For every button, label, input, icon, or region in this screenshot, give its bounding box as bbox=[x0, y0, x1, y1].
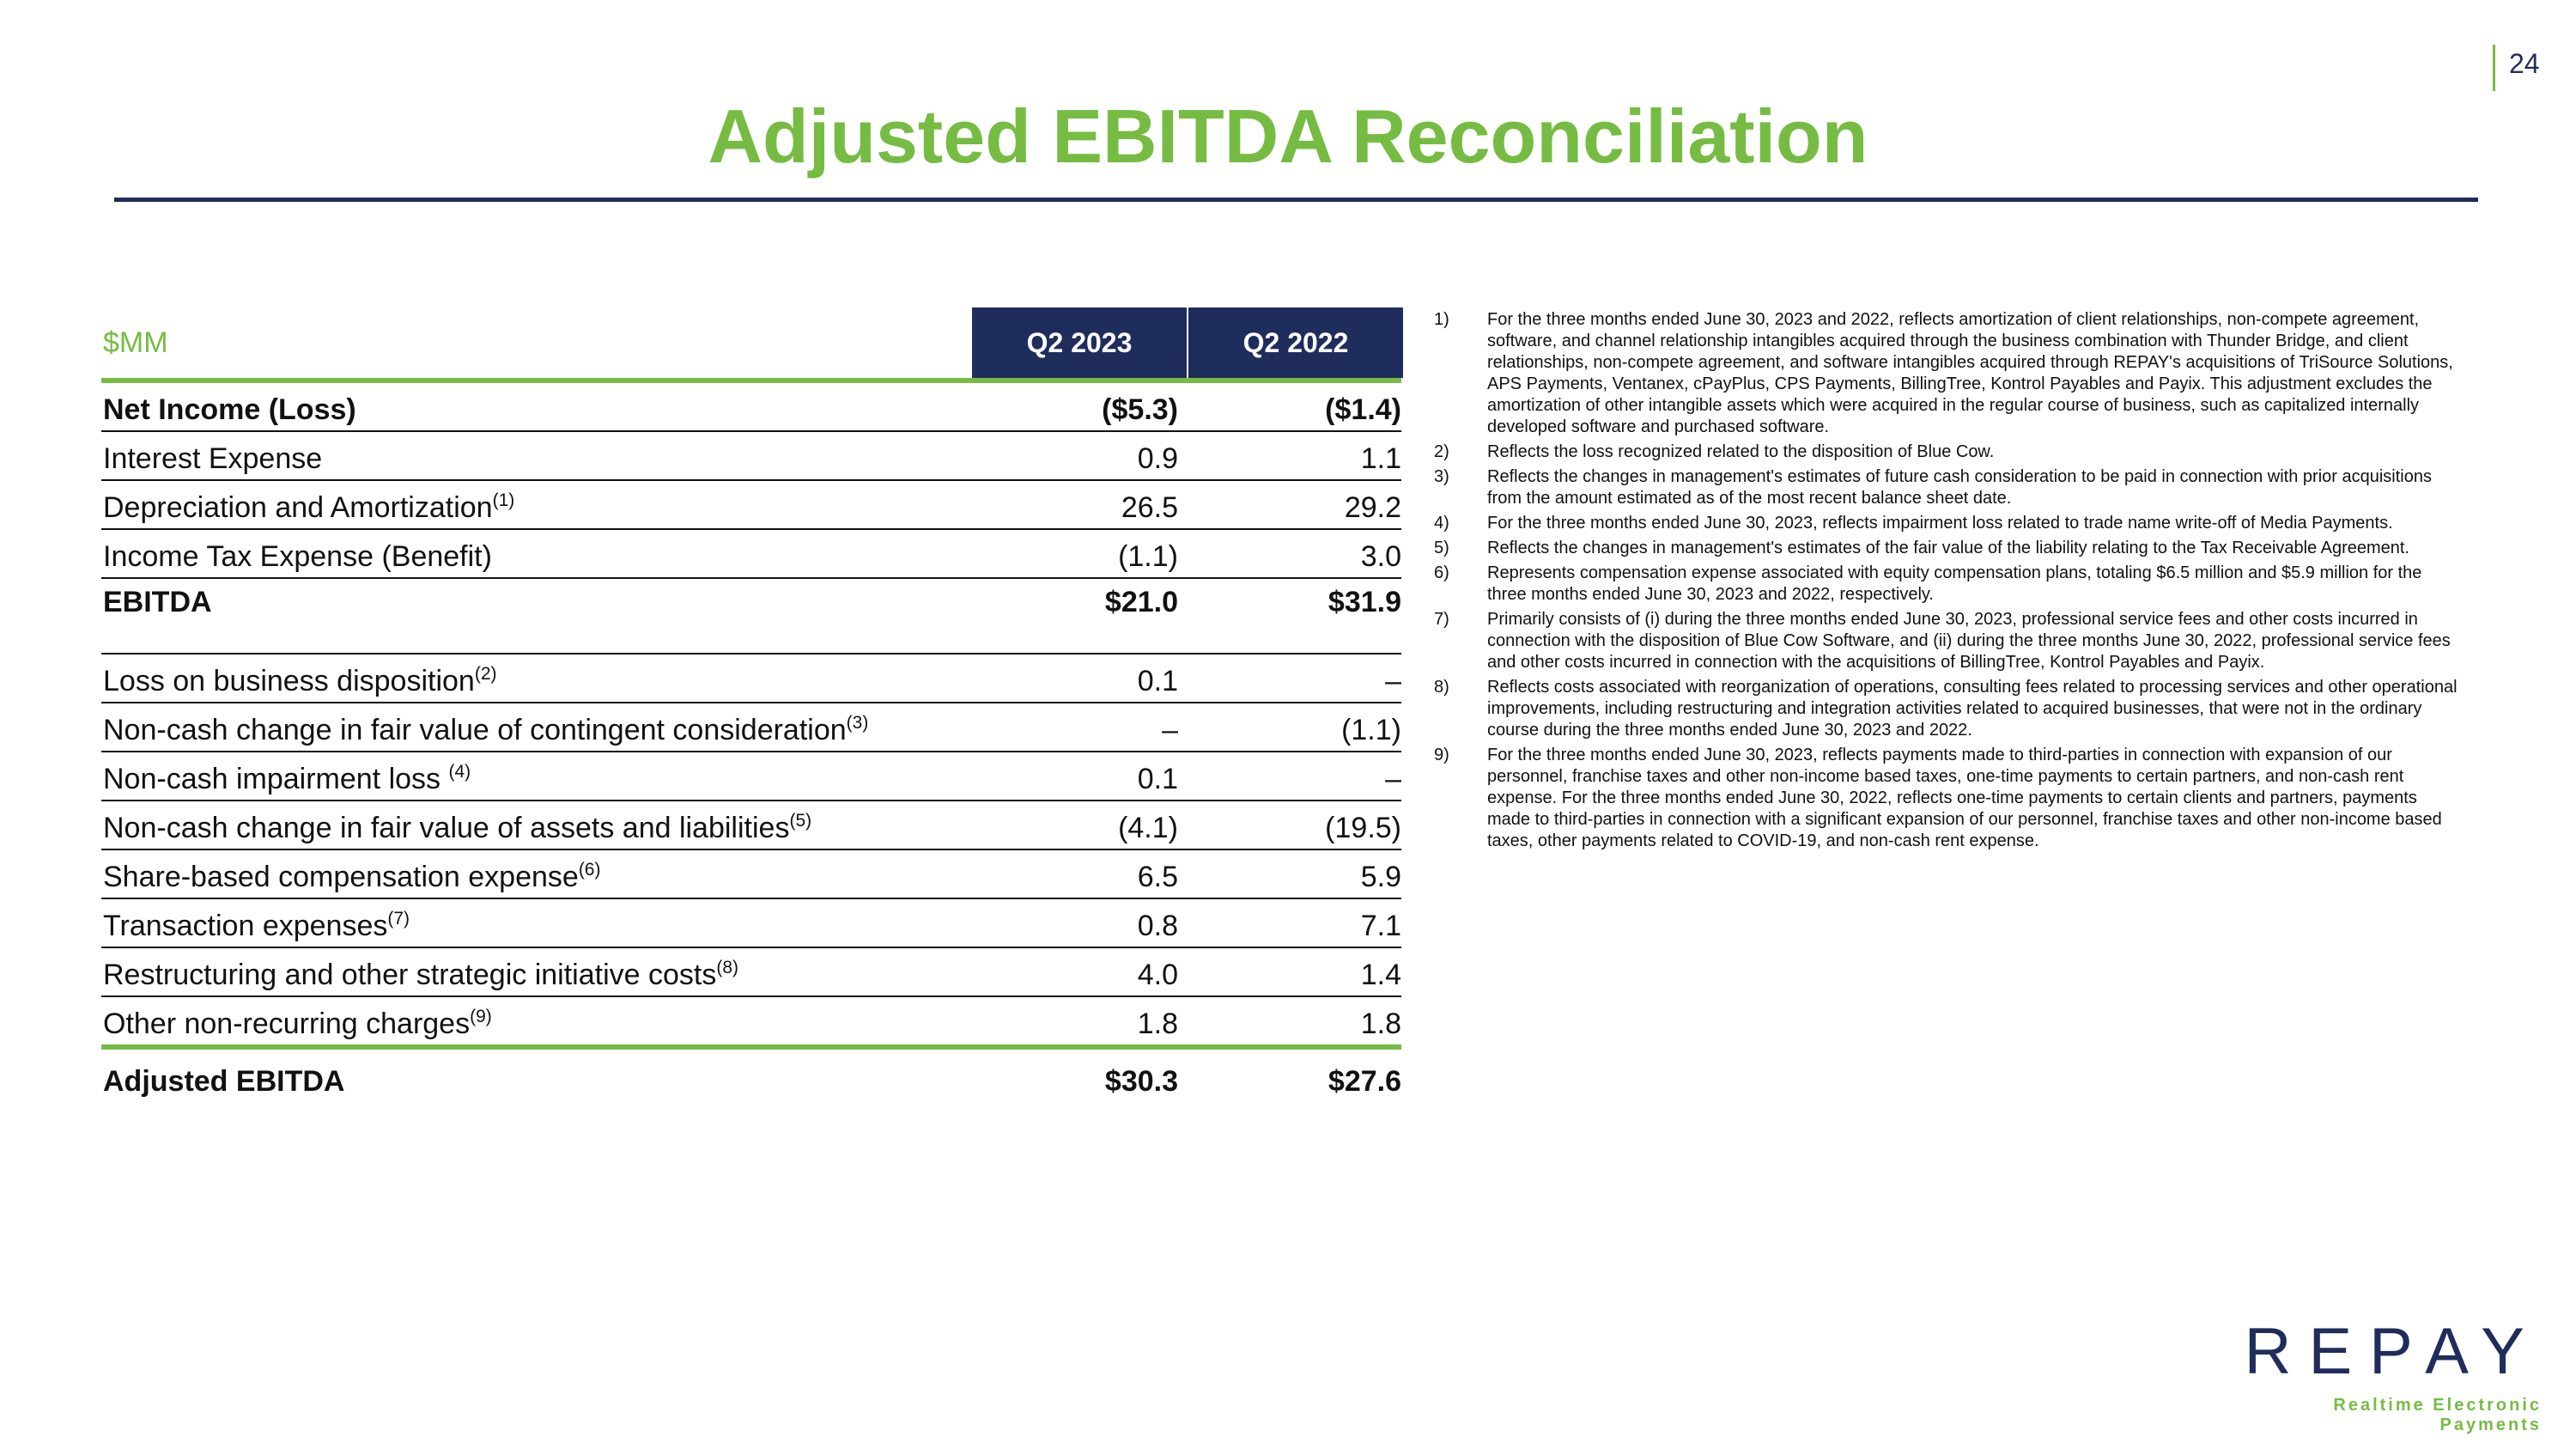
cell-q2-2023: 26.5 bbox=[1121, 491, 1178, 524]
footnote-text: Primarily consists of (i) during the three months ended June 30, 2023, professional service fees and other costs incurred in connection with the disposition of Blue Cow Software, and (ii) during the three months June 30, 2022, professional service fees and other costs incurred in connection with the acquisitions of BillingTree, Kontrol Payables and Payix. bbox=[1487, 610, 2451, 672]
cell-q2-2023: ($5.3) bbox=[1102, 393, 1178, 426]
footnote-ref: (8) bbox=[716, 958, 739, 977]
table-row bbox=[101, 801, 1401, 850]
total-q2-2022: $27.6 bbox=[1327, 1065, 1401, 1098]
footnote-number: 3) bbox=[1434, 467, 1449, 486]
page-number: 24 bbox=[2509, 48, 2540, 79]
footnote-ref: (2) bbox=[474, 664, 497, 684]
cell-q2-2022: 5.9 bbox=[1360, 861, 1401, 893]
row-label: Non-cash change in fair value of assets and liabilities$^{(5)}$ bbox=[103, 811, 812, 844]
cell-q2-2023: 0.8 bbox=[1137, 910, 1178, 942]
logo-tagline: Realtime Electronic Payments bbox=[2333, 1396, 2542, 1434]
footnote-ref: (9) bbox=[470, 1007, 492, 1026]
row-label: Income Tax Expense (Benefit) bbox=[103, 540, 492, 573]
cell-q2-2023: 0.1 bbox=[1137, 763, 1178, 795]
page-title: Adjusted EBITDA Reconciliation bbox=[708, 94, 1868, 179]
table-row bbox=[101, 432, 1401, 481]
row-label: Restructuring and other strategic initiative costs$^{(8)}$ bbox=[103, 958, 739, 991]
footnote-text: Reflects the changes in management's estimates of the fair value of the liability relating to the Tax Receivable Agreement. bbox=[1487, 539, 2410, 557]
footnote-ref: (7) bbox=[387, 909, 410, 928]
footnote-number: 1) bbox=[1434, 310, 1449, 329]
footnote-number: 2) bbox=[1434, 442, 1449, 461]
footnote-text: Represents compensation expense associated with equity compensation plans, totaling $6.5 million and $5.9 million for the three months ended June 30, 2023 and 2022, respectively. bbox=[1487, 563, 2422, 604]
footnote-text: For the three months ended June 30, 2023 and 2022, reflects amortization of client relationships, non-compete agreement, software, and channel relationship intangibles acquired through the business combination with Thunder Bridge, and client relationships, non-compete agreement, and software intangibles acquired through REPAY's acquisitions of TriSource Solutions, APS Payments, Ventanex, cPayPlus, CPS Payments, BillingTree, Kontrol Payables and Payix. This adjustment excludes the amortization of other intangible assets which were acquired in the regular course of business, such as capitalized internally developed software and purchased software. bbox=[1487, 310, 2453, 436]
footnote-item bbox=[1434, 441, 2464, 463]
page-number-divider bbox=[2493, 45, 2495, 91]
reconciliation-table bbox=[101, 307, 1401, 1110]
cell-q2-2023: – bbox=[1162, 714, 1178, 746]
cell-q2-2022: $31.9 bbox=[1327, 586, 1401, 618]
cell-q2-2022: 1.1 bbox=[1360, 442, 1401, 475]
footnote-text: Reflects the loss recognized related to the disposition of Blue Cow. bbox=[1487, 442, 1995, 461]
table-row bbox=[101, 579, 1401, 654]
table-row bbox=[101, 383, 1401, 432]
footnote-text: Reflects costs associated with reorganization of operations, consulting fees related to processing services and other operational improvements, including restructuring and integration activities related to acquired businesses, that were not in the ordinary course during the three months ended June 30, 2023 and 2022. bbox=[1487, 678, 2458, 740]
row-label: Other non-recurring charges$^{(9)}$ bbox=[103, 1007, 492, 1040]
unit-label: $MM bbox=[103, 326, 168, 359]
footnote-text: For the three months ended June 30, 2023, reflects payments made to third-parties in connection with expansion of our personnel, franchise taxes and other non-income based taxes, one-time payments to certain partners, and non-cash rent expense. For the three months ended June 30, 2022, reflects one-time payments to certain clients and partners, payments made to third-parties in connection with a significant expansion of our personnel, franchise taxes and other non-income based taxes, other payments related to COVID-19, and non-cash rent expense. bbox=[1487, 746, 2442, 850]
footnote-item bbox=[1434, 677, 2464, 741]
footnote-number: 8) bbox=[1434, 678, 1449, 697]
table-header bbox=[101, 307, 1401, 378]
table-row bbox=[101, 481, 1401, 530]
cell-q2-2022: (1.1) bbox=[1341, 714, 1401, 746]
footnote-item bbox=[1434, 563, 2464, 606]
footnote-ref: (4) bbox=[448, 762, 471, 782]
footnote-text: For the three months ended June 30, 2023, reflects impairment loss related to trade name write-off of Media Payments. bbox=[1487, 514, 2393, 533]
table-row bbox=[101, 850, 1401, 899]
table-row bbox=[101, 997, 1401, 1044]
logo-wordmark: REPAY bbox=[2244, 1315, 2542, 1388]
cell-q2-2023: (1.1) bbox=[1118, 540, 1178, 573]
cell-q2-2023: 4.0 bbox=[1137, 959, 1178, 991]
row-label: EBITDA bbox=[103, 586, 212, 618]
footnote-item bbox=[1434, 309, 2464, 438]
row-label: Transaction expenses$^{(7)}$ bbox=[103, 909, 410, 942]
footnote-ref: (3) bbox=[846, 713, 869, 733]
cell-q2-2022: 3.0 bbox=[1360, 540, 1401, 573]
repay-logo bbox=[2233, 1314, 2542, 1435]
table-row bbox=[101, 948, 1401, 997]
row-label: Depreciation and Amortization$^{(1)}$ bbox=[103, 490, 515, 524]
column-header-q2-2023: Q2 2023 bbox=[972, 307, 1187, 378]
row-label: Non-cash change in fair value of contingent consideration$^{(3)}$ bbox=[103, 713, 869, 746]
row-label: Net Income (Loss) bbox=[103, 393, 356, 426]
footnote-item bbox=[1434, 609, 2464, 673]
table-row bbox=[101, 654, 1401, 703]
footnote-number: 7) bbox=[1434, 610, 1449, 629]
row-label: Share-based compensation expense$^{(6)}$ bbox=[103, 860, 601, 893]
cell-q2-2022: 29.2 bbox=[1344, 491, 1401, 524]
total-label: Adjusted EBITDA bbox=[103, 1065, 345, 1098]
cell-q2-2023: 0.9 bbox=[1137, 442, 1178, 475]
cell-q2-2022: – bbox=[1385, 763, 1401, 795]
cell-q2-2023: $21.0 bbox=[1104, 586, 1178, 618]
row-label: Interest Expense bbox=[103, 442, 323, 475]
footnotes bbox=[1434, 309, 2464, 855]
row-label: Non-cash impairment loss $^{(4)}$ bbox=[103, 762, 471, 795]
table-row bbox=[101, 530, 1401, 579]
footnote-item bbox=[1434, 513, 2464, 534]
cell-q2-2022: 7.1 bbox=[1360, 910, 1401, 942]
total-q2-2023: $30.3 bbox=[1104, 1065, 1178, 1098]
table-row bbox=[101, 703, 1401, 752]
cell-q2-2023: 1.8 bbox=[1137, 1008, 1178, 1040]
footnote-text: Reflects the changes in management's estimates of future cash consideration to be paid in connection with prior acquisitions from the amount estimated as of the most recent balance sheet date. bbox=[1487, 467, 2432, 508]
column-header-q2-2022: Q2 2022 bbox=[1187, 307, 1403, 378]
cell-q2-2023: 6.5 bbox=[1137, 861, 1178, 893]
table-body bbox=[101, 383, 1401, 1044]
footnote-item bbox=[1434, 745, 2464, 852]
title-divider bbox=[114, 198, 2478, 202]
table-row bbox=[101, 899, 1401, 948]
footnote-number: 4) bbox=[1434, 514, 1449, 533]
footnote-ref: (5) bbox=[789, 811, 812, 831]
footnote-item bbox=[1434, 538, 2464, 559]
cell-q2-2023: 0.1 bbox=[1137, 665, 1178, 697]
cell-q2-2022: (19.5) bbox=[1325, 812, 1401, 844]
footnote-ref: (1) bbox=[492, 490, 515, 510]
footnote-number: 9) bbox=[1434, 746, 1449, 764]
total-row bbox=[101, 1050, 1401, 1110]
table-row bbox=[101, 752, 1401, 801]
footnote-number: 5) bbox=[1434, 539, 1449, 557]
cell-q2-2022: 1.8 bbox=[1360, 1008, 1401, 1040]
footnote-item bbox=[1434, 466, 2464, 509]
cell-q2-2022: ($1.4) bbox=[1325, 393, 1401, 426]
cell-q2-2023: (4.1) bbox=[1118, 812, 1178, 844]
cell-q2-2022: – bbox=[1385, 665, 1401, 697]
footnote-ref: (6) bbox=[578, 860, 601, 880]
footnote-number: 6) bbox=[1434, 563, 1449, 582]
row-label: Loss on business disposition$^{(2)}$ bbox=[103, 664, 497, 697]
cell-q2-2022: 1.4 bbox=[1360, 959, 1401, 991]
